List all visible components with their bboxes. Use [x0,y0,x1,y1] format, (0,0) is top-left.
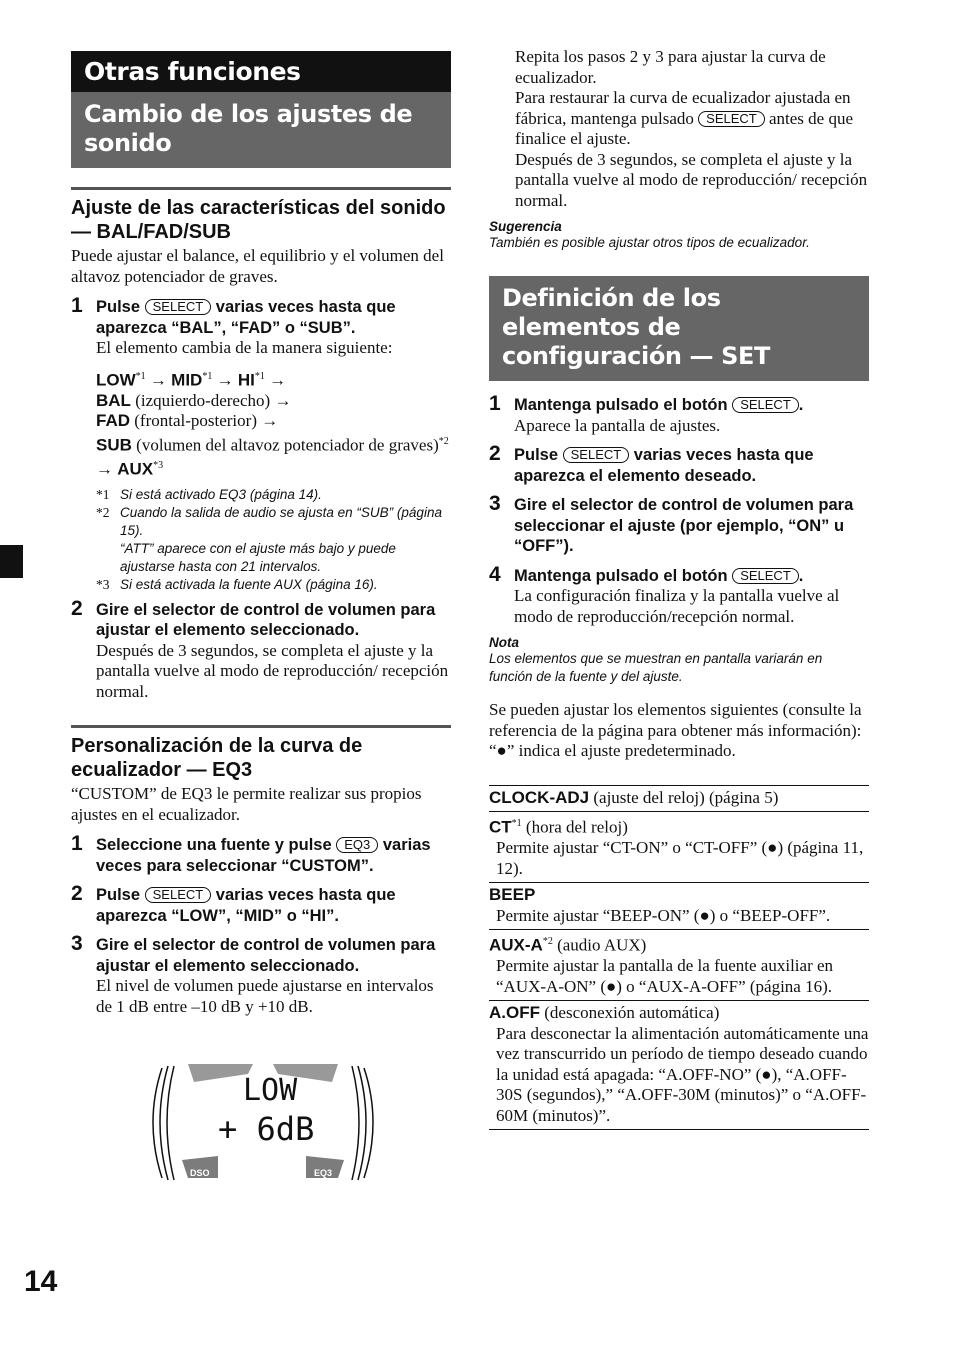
seq-desc: (frontal-posterior) [134,411,257,431]
setting-desc: Para desconectar la alimentación automáticamente una vez transcurrido un período de tiempo deseado cuando la unidad está apagada: “A.OFF-NO” (●), “A.OFF-30S (segundos),” “A.OFF-30M (minutos)” o “A.OFF-60M (minutos)”. [496,1023,869,1125]
footnote-ref: *1 [202,370,213,382]
step-text: Pulse [96,886,141,905]
setting-desc: Permite ajustar “CT-ON” o “CT-OFF” (●) (página 11, 12). [496,838,864,878]
footnote-text: Si está activada la fuente AUX (página 16). [120,576,378,592]
setting-label: (desconexión automática) [544,1003,720,1023]
step-body: El nivel de volumen puede ajustarse en intervalos de 1 dB entre –10 dB y +10 dB. [96,976,434,1016]
paragraph-text: antes de que finalice el ajuste. [515,108,854,148]
arrow-icon: → [149,370,167,390]
bal-step-2 [71,596,451,703]
tip-body: También es posible ajustar otros tipos de ecualizador. [489,235,810,250]
settings-row [489,883,869,930]
footnote-ref: *1 [135,370,146,382]
step-heading [96,297,451,338]
settings-table [489,785,869,1131]
bal-intro: Puede ajustar el balance, el equilibrio y el volumen del altavoz potenciador de graves. [71,246,444,286]
step-number: 3 [71,932,83,956]
tip-heading: Sugerencia [489,219,562,234]
items-intro: Se pueden ajustar los elementos siguientes (consulte la referencia de la página para obtener más información): [489,700,862,740]
set-banner: Definición de los elementos de configuración — SET [489,276,869,381]
step-number: 1 [489,392,501,415]
footnote [96,504,451,576]
set-step-1 [489,392,869,436]
bal-step-1 [71,294,451,594]
footnotes [96,486,451,594]
step-number: 4 [489,562,501,586]
footnote-ref: *1 [254,370,265,382]
setting-desc: Permite ajustar la pantalla de la fuente auxiliar en “AUX-A-ON” (●) o “AUX-A-OFF” (página 16). [496,956,834,996]
seq-hi: HI [237,370,255,390]
footnote-ref: *3 [153,459,164,471]
footnote [96,576,451,594]
footnote-key: *2 [96,504,110,520]
setting-name: A.OFF [489,1003,540,1023]
footnote-ref: *1 [511,818,522,829]
step-text: Pulse [96,298,141,316]
eq-step-3 [71,932,451,1017]
eq3-button-glyph: EQ3 [336,837,378,853]
step-heading: Mantenga pulsado el botón SELECT . [514,396,804,414]
footnote-ref: *2 [438,435,449,447]
settings-row [489,812,869,883]
step-text: Pulse [514,446,559,464]
display-dso: DSO [190,1168,210,1178]
arrow-icon: → [274,390,292,410]
seq-bal: BAL [96,390,131,410]
set-step-2 [489,442,869,486]
sequence [96,367,451,480]
setting-name: AUX-A [489,935,543,955]
step-number: 1 [71,294,83,317]
set-step-3 [489,492,869,557]
paragraph-text: Para restaurar la curva de ecualizador ajustada en fábrica, mantenga pulsado [515,88,851,128]
select-button-glyph: SELECT [145,887,212,903]
step-heading [96,835,451,876]
set-step-4 [489,562,869,628]
select-button-glyph: SELECT [732,397,799,413]
footnote-text: “ATT” aparece con el ajuste más bajo y puede ajustarse hasta con 21 intervalos. [120,540,396,574]
chapter-tab [0,545,23,578]
paragraph: Después de 3 segundos, se completa el ajuste y la pantalla vuelve al modo de reproducción/ recepción normal. [515,149,868,210]
step-text: Mantenga pulsado el botón [514,396,728,414]
step-heading: Gire el selector de control de volumen para ajustar el elemento seleccionado. [96,600,436,640]
seq-desc: (volumen del altavoz potenciador de graves) [136,435,439,455]
seq-aux: AUX [117,459,154,479]
setting-name: CT [489,817,512,837]
paragraph: Repita los pasos 2 y 3 para ajustar la curva de ecualizador. [515,47,826,87]
step-heading [514,445,869,486]
seq-mid: MID [171,370,203,390]
settings-row [489,930,869,1001]
step-heading: Mantenga pulsado el botón SELECT . [514,566,804,585]
step-heading [96,885,451,926]
section-banner: Otras funciones [71,51,451,92]
eq-intro: “CUSTOM” de EQ3 le permite realizar sus propios ajustes en el ecualizador. [71,784,422,824]
footnote [96,486,451,504]
bal-heading: Ajuste de las características del sonido — BAL/FAD/SUB [71,187,451,244]
select-button-glyph: SELECT [732,568,799,584]
footnote-text: Si está activado EQ3 (página 14). [120,486,322,502]
setting-name: CLOCK-ADJ [489,787,590,807]
step-body: El elemento cambia de la manera siguiente: [96,338,393,357]
footnote-text: Cuando la salida de audio se ajusta en “SUB” (página 15). [120,504,442,538]
arrow-icon: → [96,459,113,479]
setting-label: (ajuste del reloj) (página 5) [593,787,779,807]
step-body: Aparece la pantalla de ajustes. [514,415,721,435]
step-number: 1 [71,832,83,856]
step-body: Después de 3 segundos, se completa el ajuste y la pantalla vuelve al modo de reproducción/ recepción normal. [96,640,449,701]
eq-heading: Personalización de la curva de ecualizador — EQ3 [71,725,451,782]
setting-desc: Permite ajustar “BEEP-ON” (●) o “BEEP-OFF”. [496,905,831,925]
footnote-key: *3 [96,576,110,592]
note-heading: Nota [489,635,519,650]
continued-text [489,47,869,211]
select-button-glyph: SELECT [145,299,212,315]
left-column [71,0,451,1178]
page-number: 14 [24,1265,58,1298]
seq-sub: SUB [96,435,132,455]
select-button-glyph: SELECT [698,111,765,127]
arrow-icon: → [269,370,287,390]
step-text: Mantenga pulsado el botón [514,566,728,585]
display-line-1: LOW [243,1073,298,1108]
setting-label: (audio AUX) [557,935,647,955]
step-number: 3 [489,492,501,515]
step-body: La configuración finaliza y la pantalla vuelve al modo de reproducción/recepción normal. [514,586,840,626]
arrow-icon: → [261,411,279,431]
footnote-ref: *2 [542,936,553,948]
display-line-2: + 6dB [218,1110,315,1148]
seq-desc: (izquierdo-derecho) [135,390,271,410]
eq-step-2 [71,882,451,926]
arrow-icon: → [216,370,234,390]
display-illustration [148,1060,378,1185]
step-text: varias veces para seleccionar “CUSTOM”. [96,836,431,875]
setting-label: (hora del reloj) [525,817,628,837]
seq-low: LOW [96,370,136,390]
right-column [489,0,869,1130]
step-number: 2 [71,882,83,906]
settings-row [489,786,869,813]
section-subtitle-banner: Cambio de los ajustes de sonido [71,92,451,168]
step-text: Seleccione una fuente y pulse [96,836,332,855]
eq-step-1 [71,832,451,876]
step-text: varias veces hasta que aparezca “LOW”, “MID” o “HI”. [96,886,396,925]
display-eq3: EQ3 [314,1168,333,1178]
step-number: 2 [489,442,501,465]
note-body: Los elementos que se muestran en pantalla variarán en función de la fuente y del ajuste. [489,651,823,684]
seq-fad: FAD [96,411,130,431]
step-text: varias veces hasta que aparezca el elemento deseado. [514,446,814,485]
step-heading: Gire el selector de control de volumen para seleccionar el ajuste (por ejemplo, “ON” u “OFF”). [514,496,854,555]
footnote-key: *1 [96,486,110,502]
step-text: varias veces hasta que aparezca “BAL”, “FAD” o “SUB”. [96,298,396,337]
step-number: 2 [71,596,83,620]
default-note: “●” indica el ajuste predeterminado. [489,741,736,760]
select-button-glyph: SELECT [563,447,630,463]
paragraph [515,88,869,150]
setting-name: BEEP [489,885,536,905]
settings-row [489,1001,869,1130]
step-heading: Gire el selector de control de volumen para ajustar el elemento seleccionado. [96,936,436,975]
